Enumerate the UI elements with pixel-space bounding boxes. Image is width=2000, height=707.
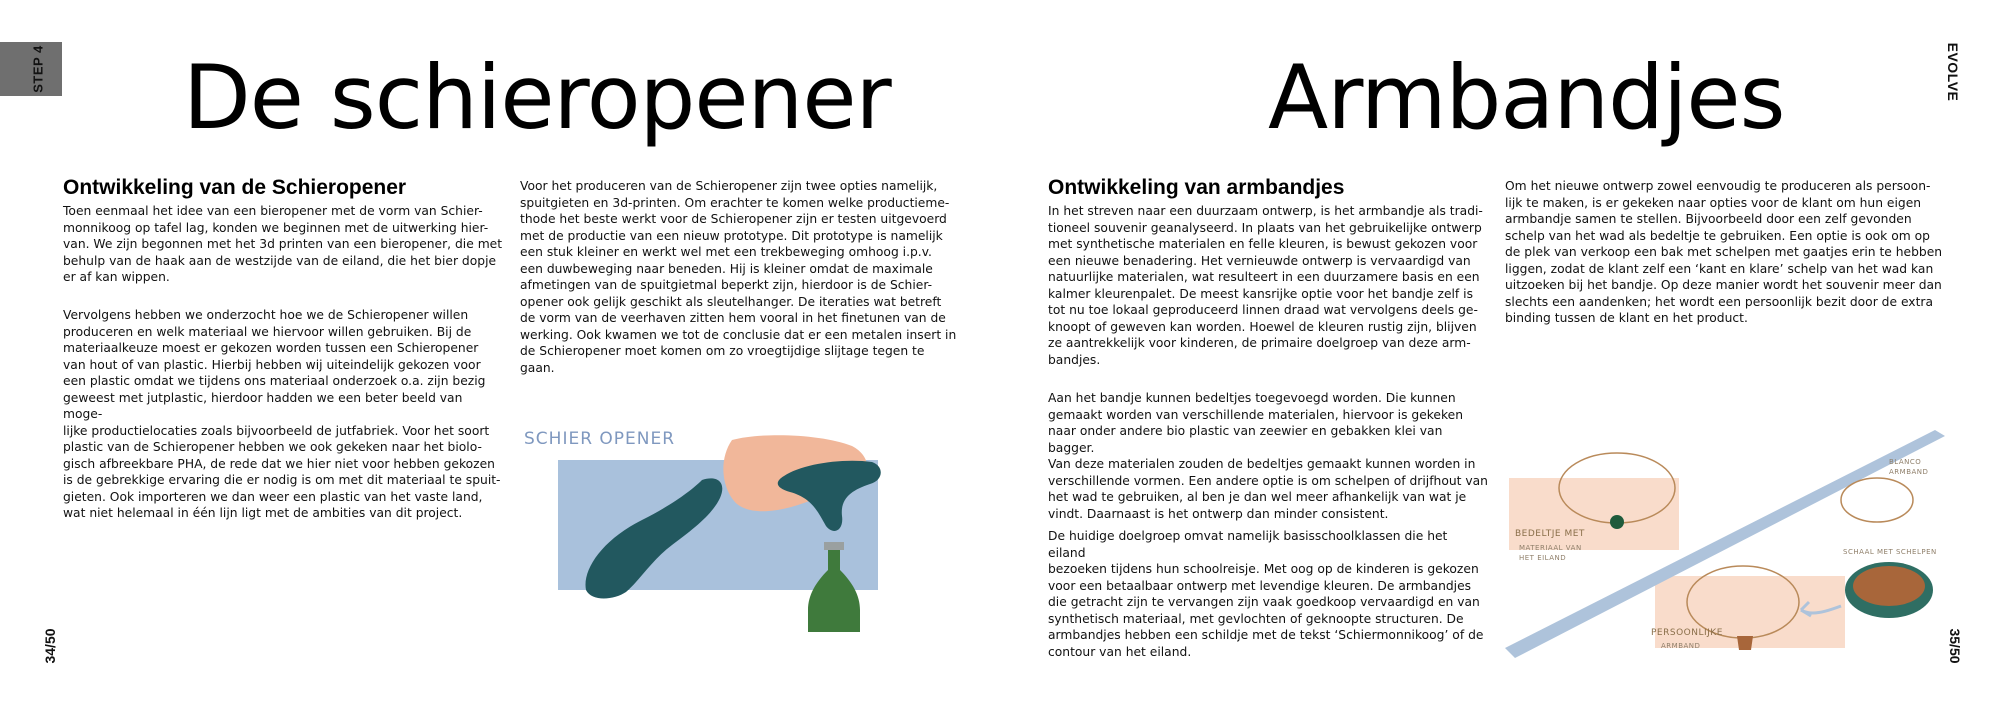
note-schelpen: SCHAAL MET SCHELPEN	[1843, 548, 1937, 556]
note-blanco-2: ARMBAND	[1889, 468, 1929, 476]
armbandjes-illustration	[1505, 430, 1945, 660]
charm-green	[1610, 515, 1624, 529]
right-col1-para1: In het streven naar een duurzaam ontwerp, is het armbandje als tradi- tioneel souvenir geanalyseerd. In plaats van het gebruikelijke ontwerp met synthetische materialen en felle kleuren, is bewust gekozen voor een nieuwe benadering. Het vernieuwde ontwerp is vervaardigd van natuurlijke materialen, wat resulteert in een duurzamere basis en een kalmer kleurenpalet. De meest kansrijke optie voor het bandje zelf is tot nu toe lokaal geproduceerd linnen draad wat vervolgens deels ge- knoopt of geweven kan worden. Hoewel de kleuren rustig zijn, blijven ze aantrekkelijk voor kinderen, de primaire doelgroep van deze arm- bandjes.	[1048, 204, 1483, 367]
schieropener-illustration	[522, 420, 932, 640]
right-col2-para1: Om het nieuwe ontwerp zowel eenvoudig te produceren als persoon- lijk te maken, is er gekeken naar opties voor de klant om hun eigen armbandje samen te stellen. Bijvoorbeeld door een zelf gevonden schelp van het wad als bedeltje te gebruiken. Een optie is ook om op de plek van verkoop een bak met schelpen met gaatjes erin te hebben liggen, zodat de klant zelf een ‘kant en klare’ schelp van het wad kan uitzoeken bij het bandje. Op deze manier wordt het souvenir meer dan slechts een aandenken; het wordt een persoonlijk bezit door de extra binding tussen de klant en het product.	[1505, 179, 1943, 325]
note-persoonlijk-1: PERSOONLIJKE	[1651, 628, 1723, 638]
note-bedeltje-3: HET EILAND	[1519, 554, 1567, 562]
page-number-right: 35/50	[1947, 628, 1963, 664]
left-col1-para2: Vervolgens hebben we onderzocht hoe we de Schieropener willen produceren en welk materiaal we hiervoor willen gebruiken. Bij de materiaalkeuze moest er gekozen worden tussen een Schieropener van hout of van plastic. Hierbij hebben wij uiteindelijk gekozen voor een plastic omdat we tijdens ons materiaal onderzoek o.a. zijn bezig geweest met jutplastic, hierdoor hadden we een beter beeld van moge- lijke productielocaties zoals bijvoorbeeld de jutfabriek. Voor het soort plastic van de Schieropener hebben we ook gekeken naar het biolo- gisch afbreekbare PHA, de rede dat we hier niet voor hebben gekozen is de gebrekkige ervaring die er nodig is om met dit materiaal te spuit- gieten. Ook importeren we dan weer een plastic van het vaste land, wat niet helemaal in één lijn ligt met de ambities van dit project.	[63, 308, 501, 520]
evolve-label: EVOLVE	[1945, 42, 1961, 102]
shell-charm	[1737, 636, 1753, 650]
right-col1-para2: Aan het bandje kunnen bedeltjes toegevoegd worden. Die kunnen gemaakt worden van verschillende materialen, hiervoor is gekeken naar onder andere bio plastic van zeewier en gebakken klei van bagger. Van deze materialen zouden de bedeltjes gemaakt kunnen worden in verschillende vormen. Een andere optie is om schelpen of drijfhout van het wad te gebruiken, al ben je dan wel meer afhankelijk van wat je vindt. Daarnaast is het ontwerp dan minder consistent.	[1048, 391, 1488, 521]
left-col1-para1: Toen eenmaal het idee van een bieropener met de vorm van Schier- monnikoog op tafel lag, konden we beginnen met de uitwerking hier- van. We zijn begonnen met het 3d printen van een bieropener, die met behulp van de haak aan de westzijde van de eiland, die het bier dopje er af kan wippen.	[63, 204, 503, 284]
step-label: STEP 4	[30, 45, 46, 93]
peach-panel-top	[1509, 478, 1679, 550]
shells	[1853, 566, 1925, 606]
note-persoonlijk-2: ARMBAND	[1661, 642, 1701, 650]
blank-bracelet	[1841, 478, 1913, 522]
illustration-label: SCHIER OPENER	[524, 429, 676, 449]
note-bedeltje-1: BEDELTJE MET	[1515, 529, 1585, 539]
page-title-left: De schieropener	[183, 46, 891, 149]
bottle-cap	[824, 542, 844, 550]
subheading-right: Ontwikkeling van armbandjes	[1048, 176, 1345, 199]
subheading-left: Ontwikkeling van de Schieropener	[63, 176, 407, 199]
note-blanco-1: BLANCO	[1889, 458, 1922, 466]
page-number-left: 34/50	[42, 628, 58, 664]
right-page	[1000, 0, 2000, 707]
note-bedeltje-2: MATERIAAL VAN	[1519, 544, 1582, 552]
left-col2-para1: Voor het produceren van de Schieropener zijn twee opties namelijk, spuitgieten en 3d-printen. Om erachter te komen welke productieme- thode het beste werkt voor de Schieropener zijn er testen uitgevoerd met de productie van een nieuw prototype. Dit prototype is namelijk een stuk kleiner en werkt wel met een trekbeweging omhoog i.p.v. een duwbeweging naar beneden. Hij is kleiner omdat de maximale afmetingen van de spuitgietmal beperkt zijn, hierdoor is de Schier- opener ook gelijk geschikt als sleutelhanger. De iteraties wat betreft de vorm van de veerhaven zitten hem vooral in het finetunen van de werking. Ook kwamen we tot de conclusie dat er een metalen insert in de Schieropener moet komen om zo vroegtijdige slijtage tegen te gaan.	[520, 179, 957, 375]
page-title-right: Armbandjes	[1268, 46, 1785, 149]
right-col1-para3: De huidige doelgroep omvat namelijk basisschoolklassen die het eiland bezoeken tijdens hun schoolreisje. Met oog op de kinderen is gekozen voor een betaalbaar ontwerp met levendige kleuren. De armbandjes die getracht zijn te vervangen zijn vaak goedkoop vervaardigd en van synthetisch materiaal, met gevlochten of geknoopte structuren. De armbandjes hebben een schildje met de tekst ‘Schiermonnikoog’ of de contour van het eiland.	[1048, 529, 1484, 659]
